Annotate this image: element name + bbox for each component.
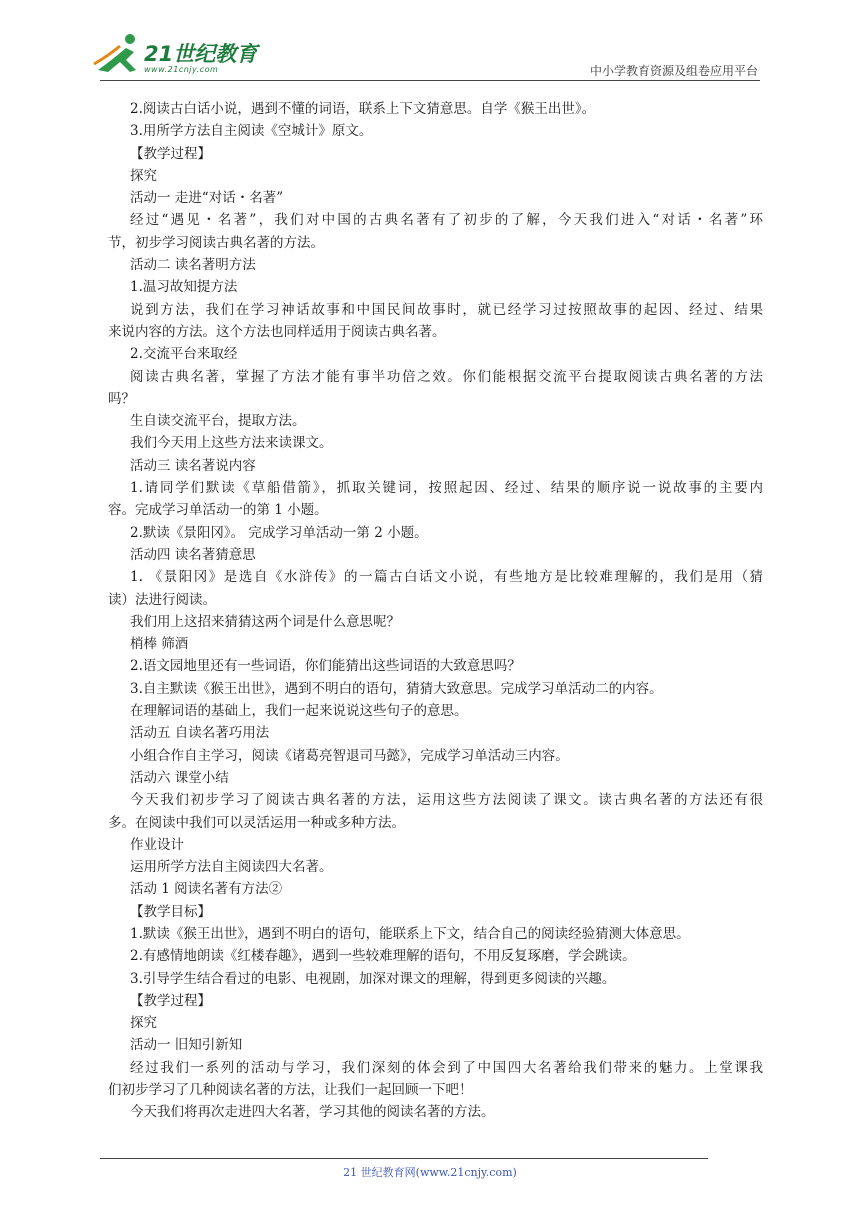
text-line: 活动一 走进“对话・名著” bbox=[130, 190, 284, 207]
logo bbox=[92, 30, 262, 80]
text-line: 容。完成学习单活动一的第 1 小题。 bbox=[108, 502, 328, 519]
text-line: 1.请同学们默读《草船借箭》，抓取关键词，按照起因、经过、结果的顺序说一说故事的主要内 bbox=[130, 480, 763, 497]
text-line: 今天我们将再次走进四大名著，学习其他的阅读名著的方法。 bbox=[130, 1104, 495, 1121]
text-line: 活动一 旧知引新知 bbox=[130, 1037, 243, 1054]
text-line: 2.阅读古白话小说，遇到不懂的词语，联系上下文猜意思。自学《猴王出世》。 bbox=[130, 101, 596, 117]
text-line: 活动四 读名著猜意思 bbox=[130, 546, 256, 563]
text-line: 读）法进行阅读。 bbox=[108, 591, 216, 608]
text-line: 2.交流平台来取经 bbox=[130, 346, 238, 363]
text-line: 们初步学习了几种阅读名著的方法，让我们一起回顾一下吧！ bbox=[108, 1082, 473, 1099]
text-line: 1. 《景阳冈》是选自《水浒传》的一篇古白话文小说，有些地方是比较难理解的，我们是用（猜 bbox=[130, 569, 763, 586]
text-line: 来说内容的方法。这个方法也同样适用于阅读古典名著。 bbox=[108, 323, 446, 340]
text-line: 活动二 读名著明方法 bbox=[130, 257, 256, 274]
platform-label: 中小学教育资源及组卷应用平台 bbox=[589, 64, 758, 78]
text-line: 2.语文园地里还有一些词语，你们能猜出这些词语的大致意思吗？ bbox=[130, 658, 521, 675]
text-line: 1.默读《猴王出世》，遇到不明白的语句，能联系上下文，结合自己的阅读经验猜测大体意思。 bbox=[130, 925, 690, 942]
footer-divider bbox=[100, 1158, 708, 1159]
text-line: 2.默读《景阳冈》。 完成学习单活动一第 2 小题。 bbox=[130, 524, 428, 541]
text-line: 阅读古典名著，掌握了方法才能有事半功倍之效。你们能根据交流平台提取阅读古典名著的方法 bbox=[130, 368, 763, 385]
text-line: 我们今天用上这些方法来读课文。 bbox=[130, 435, 333, 452]
text-line: 多。在阅读中我们可以灵活运用一种或多种方法。 bbox=[108, 814, 405, 831]
logo-url-text: www.21cnjy.com bbox=[144, 65, 219, 74]
text-line: 2.有感情地朗读《红楼春趣》，遇到一些较难理解的语句，不用反复琢磨，学会跳读。 bbox=[130, 948, 636, 965]
page-header bbox=[0, 0, 860, 90]
text-line: 探究 bbox=[130, 1015, 157, 1032]
text-line: 节，初步学习阅读古典名著的方法。 bbox=[108, 234, 324, 251]
text-line: 说到方法，我们在学习神话故事和中国民间故事时，就已经学习过按照故事的起因、经过、结果 bbox=[130, 301, 763, 318]
text-line: 小组合作自主学习，阅读《诸葛亮智退司马懿》，完成学习单活动三内容。 bbox=[130, 747, 569, 764]
text-line: 经过“遇见・名著”，我们对中国的古典名著有了初步的了解，今天我们进入“对话・名著”环 bbox=[130, 212, 763, 229]
text-line: 今天我们初步学习了阅读古典名著的方法，运用这些方法阅读了课文。读古典名著的方法还有很 bbox=[130, 792, 763, 809]
text-line: 活动五 自读名著巧用法 bbox=[130, 725, 270, 742]
text-line: 生自读交流平台，提取方法。 bbox=[130, 413, 306, 430]
document-body bbox=[108, 98, 763, 1124]
text-line: 活动六 课堂小结 bbox=[130, 769, 229, 786]
text-line: 经过我们一系列的活动与学习，我们深刻的体会到了中国四大名著给我们带来的魅力。上堂课我 bbox=[130, 1059, 763, 1076]
text-line: 3.自主默读《猴王出世》，遇到不明白的语句，猜猜大致意思。完成学习单活动二的内容。 bbox=[130, 680, 663, 697]
text-line: 作业设计 bbox=[130, 836, 184, 853]
text-line: 【教学过程】 bbox=[130, 145, 211, 162]
text-line: 探究 bbox=[130, 167, 157, 184]
text-line: 活动 1 阅读名著有方法② bbox=[130, 881, 283, 898]
header-divider bbox=[100, 80, 760, 81]
text-line: 活动三 读名著说内容 bbox=[130, 457, 256, 474]
logo-brand-text: 21世纪教育 bbox=[144, 42, 258, 66]
text-line: 吗？ bbox=[108, 390, 135, 407]
text-line: 1.温习故知提方法 bbox=[130, 279, 238, 296]
text-line: 梢棒 筛酒 bbox=[130, 636, 189, 653]
text-line: 3.用所学方法自主阅读《空城计》原文。 bbox=[130, 123, 373, 140]
text-line: 运用所学方法自主阅读四大名著。 bbox=[130, 859, 333, 876]
text-line: 【教学过程】 bbox=[130, 992, 211, 1009]
footer-link[interactable]: 21 世纪教育网(www.21cnjy.com) bbox=[343, 1166, 517, 1179]
text-line: 【教学目标】 bbox=[130, 903, 211, 920]
text-line: 3.引导学生结合看过的电影、电视剧，加深对课文的理解，得到更多阅读的兴趣。 bbox=[130, 970, 616, 987]
runner-logo-icon bbox=[92, 30, 144, 78]
text-line: 我们用上这招来猜猜这两个词是什么意思呢？ bbox=[130, 613, 400, 630]
text-line: 在理解词语的基础上，我们一起来说说这些句子的意思。 bbox=[130, 703, 468, 720]
